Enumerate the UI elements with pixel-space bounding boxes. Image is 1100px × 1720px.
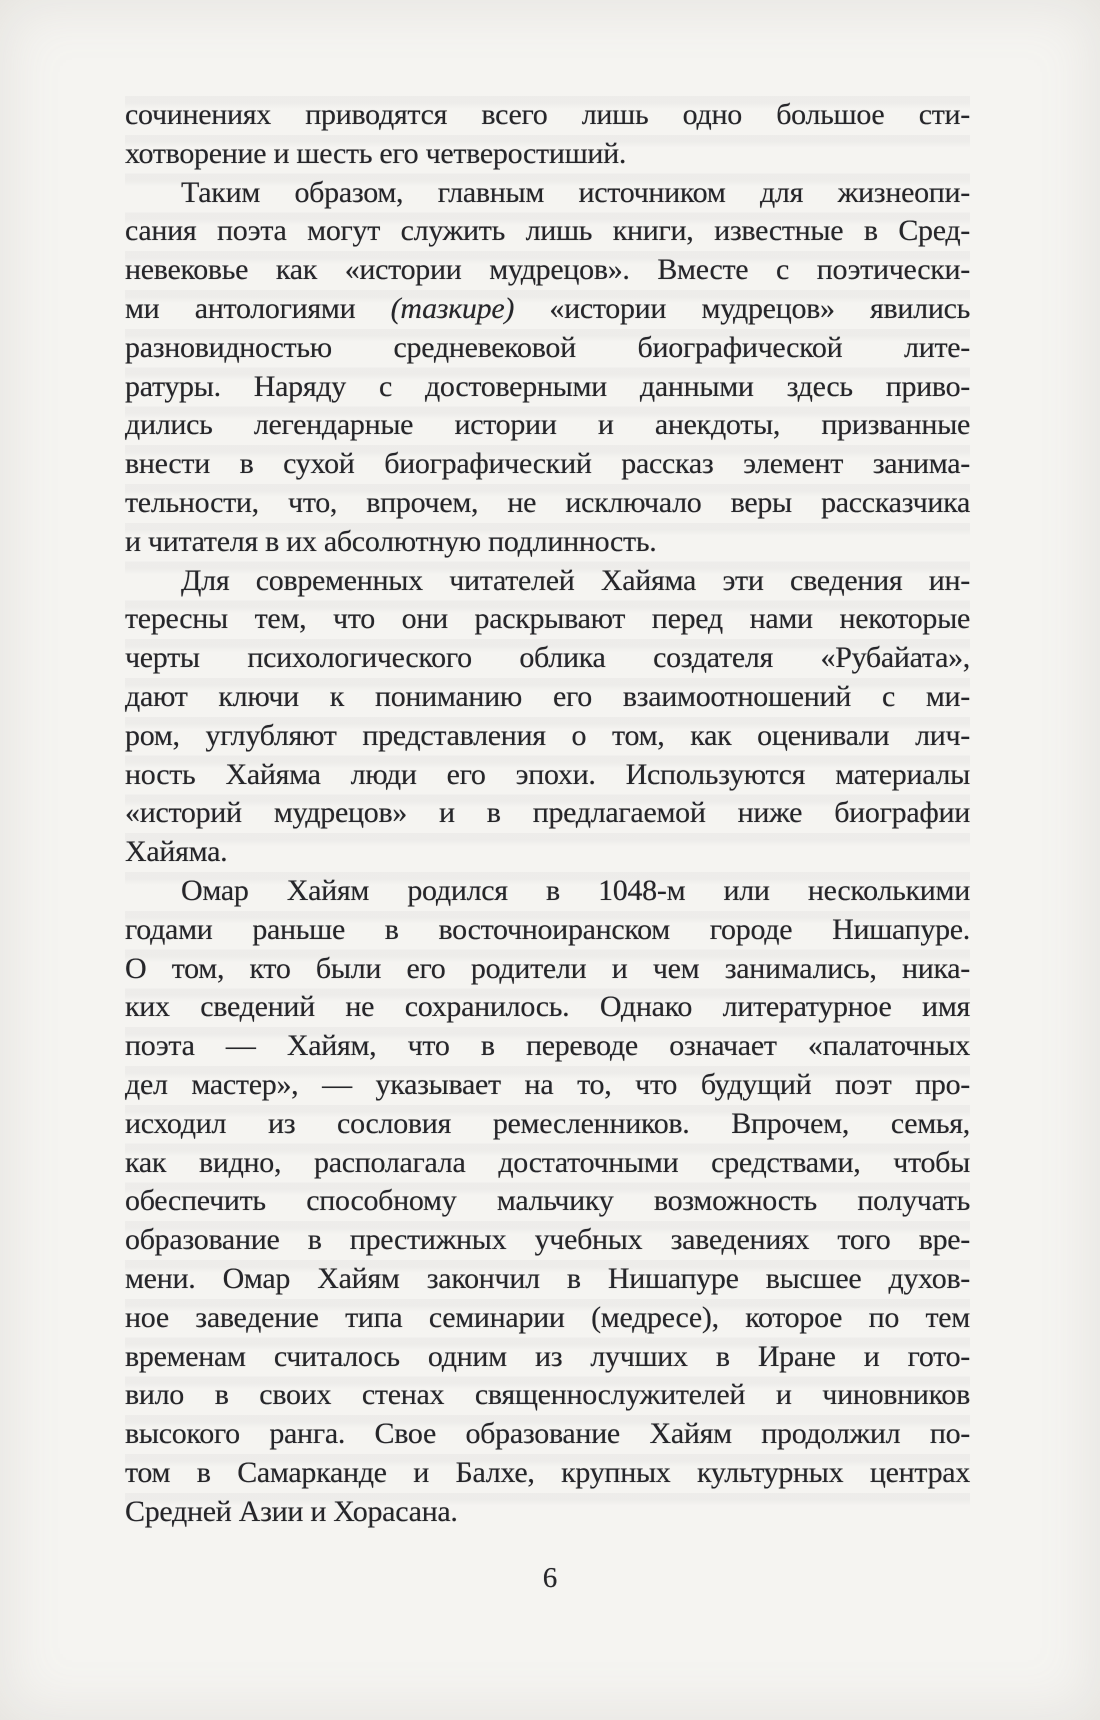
text-segment: обеспечить способному мальчику возможность получать bbox=[125, 1184, 970, 1218]
text-segment: сания поэта могут служить лишь книги, известные в Сред- bbox=[125, 214, 970, 248]
text-segment: дел мастер», — указывает на то, что будущий поэт про- bbox=[125, 1067, 970, 1101]
text-segment: поэта — Хайям, что в переводе означает «палаточных bbox=[125, 1029, 970, 1063]
italic-text-segment: (тазкире) bbox=[390, 291, 515, 325]
text-segment: Средней Азии и Хорасана. bbox=[125, 1494, 458, 1528]
text-line bbox=[125, 329, 970, 368]
text-segment: черты психологического облика создателя «Рубайата», bbox=[125, 641, 970, 675]
text-line bbox=[125, 1299, 970, 1338]
text-segment: как видно, располагала достаточными средствами, чтобы bbox=[125, 1145, 970, 1179]
text-line bbox=[125, 174, 970, 213]
text-line bbox=[125, 1066, 970, 1105]
text-line bbox=[125, 756, 970, 795]
text-segment: ких сведений не сохранилось. Однако литературное имя bbox=[125, 990, 970, 1024]
text-line bbox=[125, 484, 970, 523]
text-line bbox=[125, 678, 970, 717]
text-segment: невековье как «истории мудрецов». Вместе с поэтически- bbox=[125, 253, 970, 287]
text-segment: дают ключи к пониманию его взаимоотношений с ми- bbox=[125, 679, 970, 713]
text-segment: ми антологиями bbox=[125, 291, 391, 325]
text-segment: сочинениях приводятся всего лишь одно большое сти- bbox=[125, 98, 970, 131]
text-line bbox=[125, 251, 970, 290]
text-segment: Омар Хайям родился в 1048-м или несколькими bbox=[181, 873, 970, 907]
text-segment: ром, углубляют представления о том, как оценивали лич- bbox=[125, 718, 970, 752]
text-segment: дились легендарные истории и анекдоты, призванные bbox=[125, 408, 970, 442]
text-segment: тересны тем, что они раскрывают перед нами некоторые bbox=[125, 602, 970, 636]
text-segment: тельности, что, впрочем, не исключало веры рассказчика bbox=[125, 485, 970, 519]
text-segment: О том, кто были его родители и чем занимались, ника- bbox=[125, 951, 970, 985]
text-segment: хотворение и шесть его четверостиший. bbox=[125, 136, 627, 170]
text-segment: Хайяма. bbox=[125, 835, 228, 869]
page-text bbox=[125, 96, 970, 1531]
text-line bbox=[125, 1182, 970, 1221]
text-line bbox=[125, 950, 970, 989]
text-segment: мени. Омар Хайям закончил в Нишапуре высшее духов- bbox=[125, 1261, 970, 1295]
text-line bbox=[125, 523, 970, 562]
text-segment: Таким образом, главным источником для жизнеопи- bbox=[181, 175, 970, 209]
text-line bbox=[125, 212, 970, 251]
text-segment: ное заведение типа семинарии (медресе), которое по тем bbox=[125, 1300, 970, 1334]
text-segment: Для современных читателей Хайяма эти сведения ин- bbox=[181, 563, 970, 597]
text-line bbox=[125, 1493, 970, 1532]
text-line bbox=[125, 1221, 970, 1260]
text-line bbox=[125, 1260, 970, 1299]
text-line bbox=[125, 988, 970, 1027]
text-segment: том в Самарканде и Балхе, крупных культурных центрах bbox=[125, 1455, 970, 1489]
text-line bbox=[125, 1454, 970, 1493]
text-line bbox=[125, 794, 970, 833]
text-line bbox=[125, 911, 970, 950]
text-line bbox=[125, 1027, 970, 1066]
page-number: 6 bbox=[542, 1562, 558, 1594]
text-line bbox=[125, 406, 970, 445]
text-segment: ратуры. Наряду с достоверными данными здесь приво- bbox=[125, 369, 970, 403]
text-line bbox=[125, 1338, 970, 1377]
text-line bbox=[125, 717, 970, 756]
text-segment: и читателя в их абсолютную подлинность. bbox=[125, 524, 657, 558]
text-line bbox=[125, 639, 970, 678]
text-line bbox=[125, 290, 970, 329]
text-segment: исходил из сословия ремесленников. Впрочем, семья, bbox=[125, 1106, 970, 1140]
text-line bbox=[125, 833, 970, 872]
text-segment: высокого ранга. Свое образование Хайям продолжил по- bbox=[125, 1417, 970, 1451]
text-line bbox=[125, 445, 970, 484]
text-line bbox=[125, 1144, 970, 1183]
text-segment: образование в престижных учебных заведениях того вре- bbox=[125, 1223, 970, 1257]
text-line bbox=[125, 368, 970, 407]
text-line bbox=[125, 872, 970, 911]
text-segment: временам считалось одним из лучших в Иране и гото- bbox=[125, 1339, 970, 1373]
text-segment: «историй мудрецов» и в предлагаемой ниже биографии bbox=[125, 796, 970, 830]
text-segment: годами раньше в восточноиранском городе Нишапуре. bbox=[125, 912, 970, 946]
text-line bbox=[125, 562, 970, 601]
text-segment: ность Хайяма люди его эпохи. Используются материалы bbox=[125, 757, 970, 791]
text-line bbox=[125, 1105, 970, 1144]
text-segment: разновидностью средневековой биографической лите- bbox=[125, 330, 970, 364]
text-line bbox=[125, 600, 970, 639]
text-segment: «истории мудрецов» явились bbox=[514, 291, 970, 325]
text-line bbox=[125, 1376, 970, 1415]
text-segment: вило в своих стенах священнослужителей и чиновников bbox=[125, 1378, 970, 1412]
text-line bbox=[125, 135, 970, 174]
text-line bbox=[125, 1415, 970, 1454]
text-segment: внести в сухой биографический рассказ элемент занима- bbox=[125, 447, 970, 481]
text-line bbox=[125, 96, 970, 135]
